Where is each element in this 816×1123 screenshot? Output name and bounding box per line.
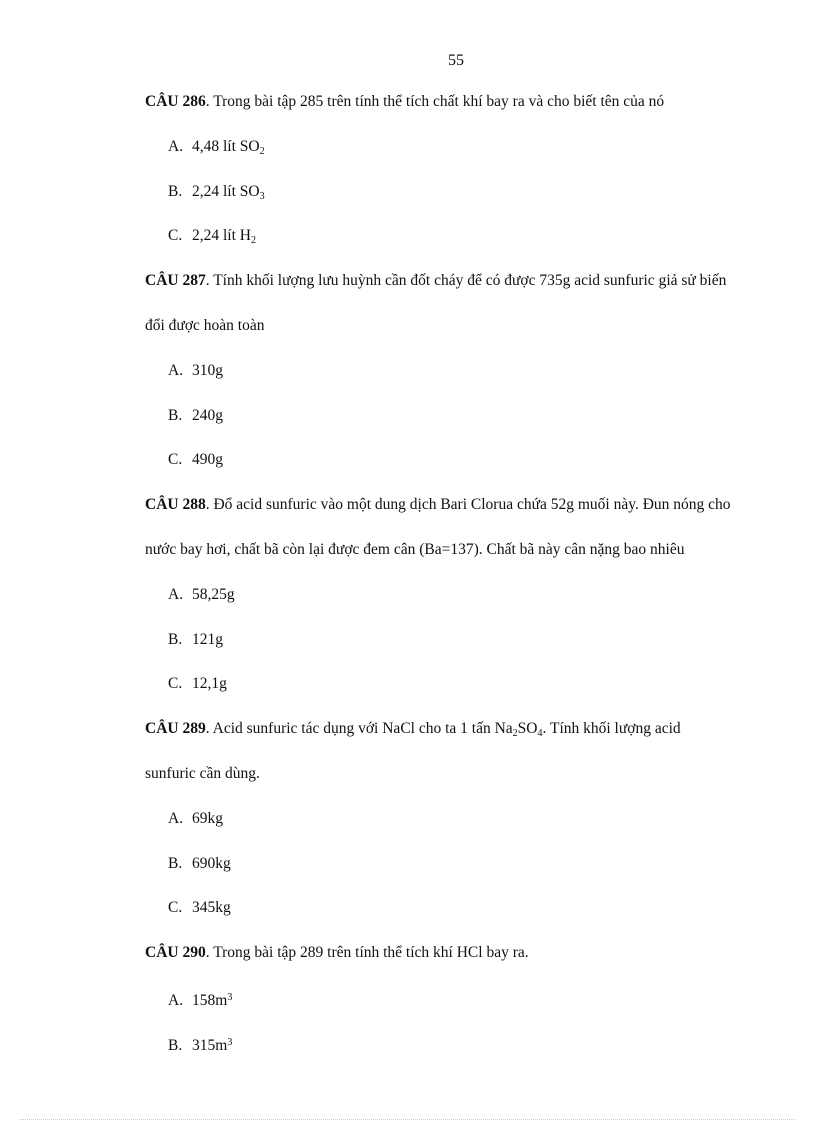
option-text: 121g bbox=[192, 630, 223, 648]
option-text: 4,48 lít SO bbox=[192, 137, 260, 155]
option-text: 315m bbox=[192, 1036, 228, 1054]
question-286-option-b bbox=[145, 178, 775, 223]
option-text: 58,25g bbox=[192, 585, 235, 603]
question-290-stem: CÂU 290. Trong bài tập 289 trên tính thể tích khí HCl bay ra. bbox=[145, 944, 529, 962]
page-number: 55 bbox=[448, 52, 464, 69]
question-287-option-b bbox=[145, 402, 775, 447]
question-text: Đổ acid sunfuric vào một dung dịch Bari Clorua chứa 52g muối này. Đun nóng cho bbox=[213, 496, 731, 514]
option-letter: A. bbox=[168, 991, 184, 1009]
option-letter: A. bbox=[168, 585, 184, 603]
option-text: 69kg bbox=[192, 809, 223, 827]
question-label: CÂU 289 bbox=[145, 720, 206, 738]
option-text: 690kg bbox=[192, 854, 231, 872]
question-289-stem: CÂU 289. Acid sunfuric tác dụng với NaCl cho ta 1 tấn $Na_2SO_4$. Tính khối lượng acid bbox=[145, 720, 681, 740]
question-text: đổi được hoàn toàn bbox=[145, 316, 265, 334]
question-label: CÂU 287 bbox=[145, 272, 206, 290]
question-text: Trong bài tập 289 trên tính thể tích khí HCl bay ra. bbox=[213, 944, 529, 962]
option-letter: A. bbox=[168, 137, 184, 155]
question-286-option-c bbox=[145, 222, 775, 267]
question-text: Trong bài tập 285 trên tính thể tích chất khí bay ra và cho biết tên của nó bbox=[213, 93, 665, 110]
option-text: 310g bbox=[192, 361, 223, 379]
superscript: 3 bbox=[227, 991, 233, 1003]
option-letter: B. bbox=[168, 1036, 183, 1054]
option-text: 158m bbox=[192, 991, 228, 1009]
subscript: 2 bbox=[251, 235, 256, 247]
option-text: 12,1g bbox=[192, 675, 227, 693]
option-text: 345kg bbox=[192, 899, 231, 917]
question-287-stem-continued bbox=[145, 312, 775, 357]
question-287-stem: CÂU 287. Tính khối lượng lưu huỳnh cần đốt cháy để có được 735g acid sunfuric giả sử biến bbox=[145, 272, 727, 290]
document-body bbox=[145, 88, 775, 1074]
question-label: CÂU 290 bbox=[145, 944, 206, 962]
option-letter: C. bbox=[168, 451, 183, 469]
question-label: CÂU 286 bbox=[145, 93, 206, 110]
question-287-option-a bbox=[145, 357, 775, 402]
superscript: 3 bbox=[227, 1036, 233, 1048]
question-288-option-b bbox=[145, 626, 775, 671]
option-letter: C. bbox=[168, 227, 183, 245]
question-289-option-b bbox=[145, 850, 775, 895]
question-text: sunfuric cần dùng. bbox=[145, 764, 260, 782]
question-text: Tính khối lượng lưu huỳnh cần đốt cháy để có được 735g acid sunfuric giả sử biến bbox=[213, 272, 727, 290]
question-289-option-a bbox=[145, 805, 775, 850]
question-288-option-c bbox=[145, 670, 775, 715]
question-text: SO bbox=[517, 720, 538, 738]
question-288-stem: CÂU 288. Đổ acid sunfuric vào một dung dịch Bari Clorua chứa 52g muối này. Đun nóng cho bbox=[145, 496, 731, 514]
question-text: nước bay hơi, chất bã còn lại được đem cân (Ba=137). Chất bã này cân nặng bao nhiêu bbox=[145, 540, 685, 558]
option-letter: B. bbox=[168, 406, 183, 424]
option-text: 490g bbox=[192, 451, 223, 469]
option-letter: C. bbox=[168, 675, 183, 693]
question-290-option-b bbox=[145, 1029, 775, 1074]
option-letter: A. bbox=[168, 361, 184, 379]
page-bottom-divider bbox=[20, 1119, 796, 1120]
option-text: 2,24 lít H bbox=[192, 227, 251, 245]
question-289-stem-continued bbox=[145, 760, 775, 805]
subscript: 4 bbox=[537, 728, 543, 740]
question-289-option-c bbox=[145, 894, 775, 939]
option-letter: A. bbox=[168, 809, 184, 827]
question-text: . Tính khối lượng acid bbox=[542, 720, 681, 738]
option-text: 240g bbox=[192, 406, 223, 424]
question-288-option-a bbox=[145, 581, 775, 626]
question-286-stem: CÂU 286. Trong bài tập 285 trên tính thể tích chất khí bay ra và cho biết tên của nó bbox=[145, 93, 665, 110]
question-287-option-c bbox=[145, 446, 775, 491]
subscript: 2 bbox=[259, 145, 265, 157]
question-288-stem-continued bbox=[145, 536, 775, 581]
subscript: 3 bbox=[259, 190, 265, 202]
option-letter: B. bbox=[168, 854, 183, 872]
option-letter: B. bbox=[168, 630, 183, 648]
question-286-option-a bbox=[145, 133, 775, 178]
question-label: CÂU 288 bbox=[145, 496, 206, 514]
question-290-option-a bbox=[145, 984, 775, 1029]
question-text: Acid sunfuric tác dụng với NaCl cho ta 1 tấn Na bbox=[212, 720, 513, 738]
option-text: 2,24 lít SO bbox=[192, 182, 260, 200]
option-letter: B. bbox=[168, 182, 183, 200]
subscript: 2 bbox=[512, 728, 518, 740]
option-letter: C. bbox=[168, 899, 183, 917]
